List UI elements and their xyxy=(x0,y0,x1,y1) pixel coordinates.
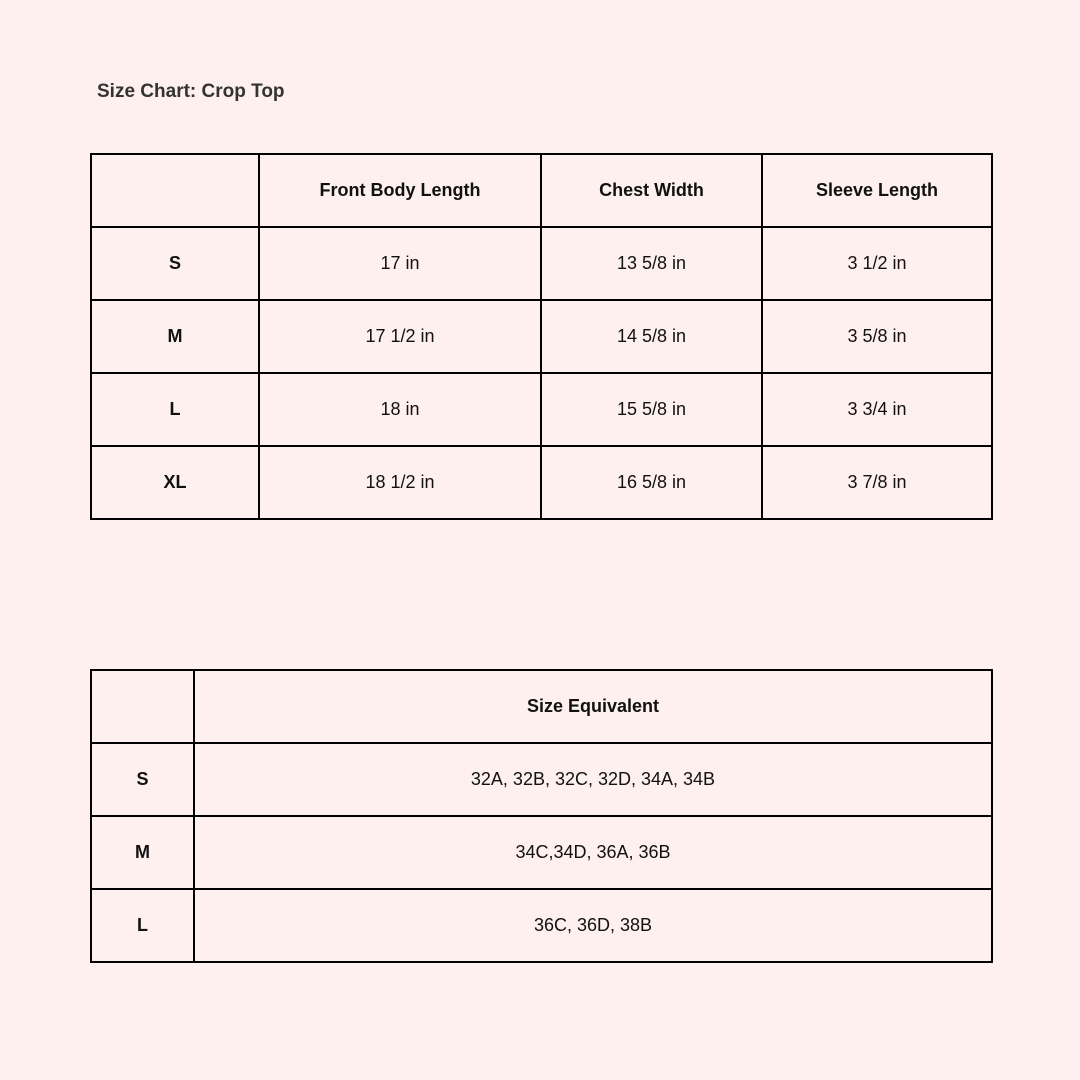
size-equivalent-table xyxy=(90,669,993,963)
table-row xyxy=(91,227,992,300)
table-header-row xyxy=(91,154,992,227)
size-equivalent-value: 32A, 32B, 32C, 32D, 34A, 34B xyxy=(194,743,992,816)
size-label: M xyxy=(91,816,194,889)
front-body-length-value: 17 1/2 in xyxy=(259,300,541,373)
size-label: L xyxy=(91,373,259,446)
size-label: S xyxy=(91,227,259,300)
table-row xyxy=(91,373,992,446)
header-size-equivalent: Size Equivalent xyxy=(194,670,992,743)
sleeve-length-value: 3 1/2 in xyxy=(762,227,992,300)
front-body-length-value: 18 in xyxy=(259,373,541,446)
front-body-length-value: 17 in xyxy=(259,227,541,300)
size-label: L xyxy=(91,889,194,962)
chest-width-value: 16 5/8 in xyxy=(541,446,762,519)
size-label: S xyxy=(91,743,194,816)
size-equivalent-value: 34C,34D, 36A, 36B xyxy=(194,816,992,889)
header-empty-cell xyxy=(91,154,259,227)
page-title: Size Chart: Crop Top xyxy=(97,81,285,102)
table-row xyxy=(91,889,992,962)
table-row xyxy=(91,446,992,519)
table-header-row xyxy=(91,670,992,743)
table-row xyxy=(91,743,992,816)
chest-width-value: 13 5/8 in xyxy=(541,227,762,300)
sleeve-length-value: 3 3/4 in xyxy=(762,373,992,446)
header-chest-width: Chest Width xyxy=(541,154,762,227)
size-label: XL xyxy=(91,446,259,519)
header-front-body-length: Front Body Length xyxy=(259,154,541,227)
front-body-length-value: 18 1/2 in xyxy=(259,446,541,519)
size-equivalent-value: 36C, 36D, 38B xyxy=(194,889,992,962)
table-row xyxy=(91,300,992,373)
table-row xyxy=(91,816,992,889)
chest-width-value: 15 5/8 in xyxy=(541,373,762,446)
sleeve-length-value: 3 5/8 in xyxy=(762,300,992,373)
size-chart-table xyxy=(90,153,993,520)
header-empty-cell xyxy=(91,670,194,743)
size-label: M xyxy=(91,300,259,373)
chest-width-value: 14 5/8 in xyxy=(541,300,762,373)
sleeve-length-value: 3 7/8 in xyxy=(762,446,992,519)
header-sleeve-length: Sleeve Length xyxy=(762,154,992,227)
